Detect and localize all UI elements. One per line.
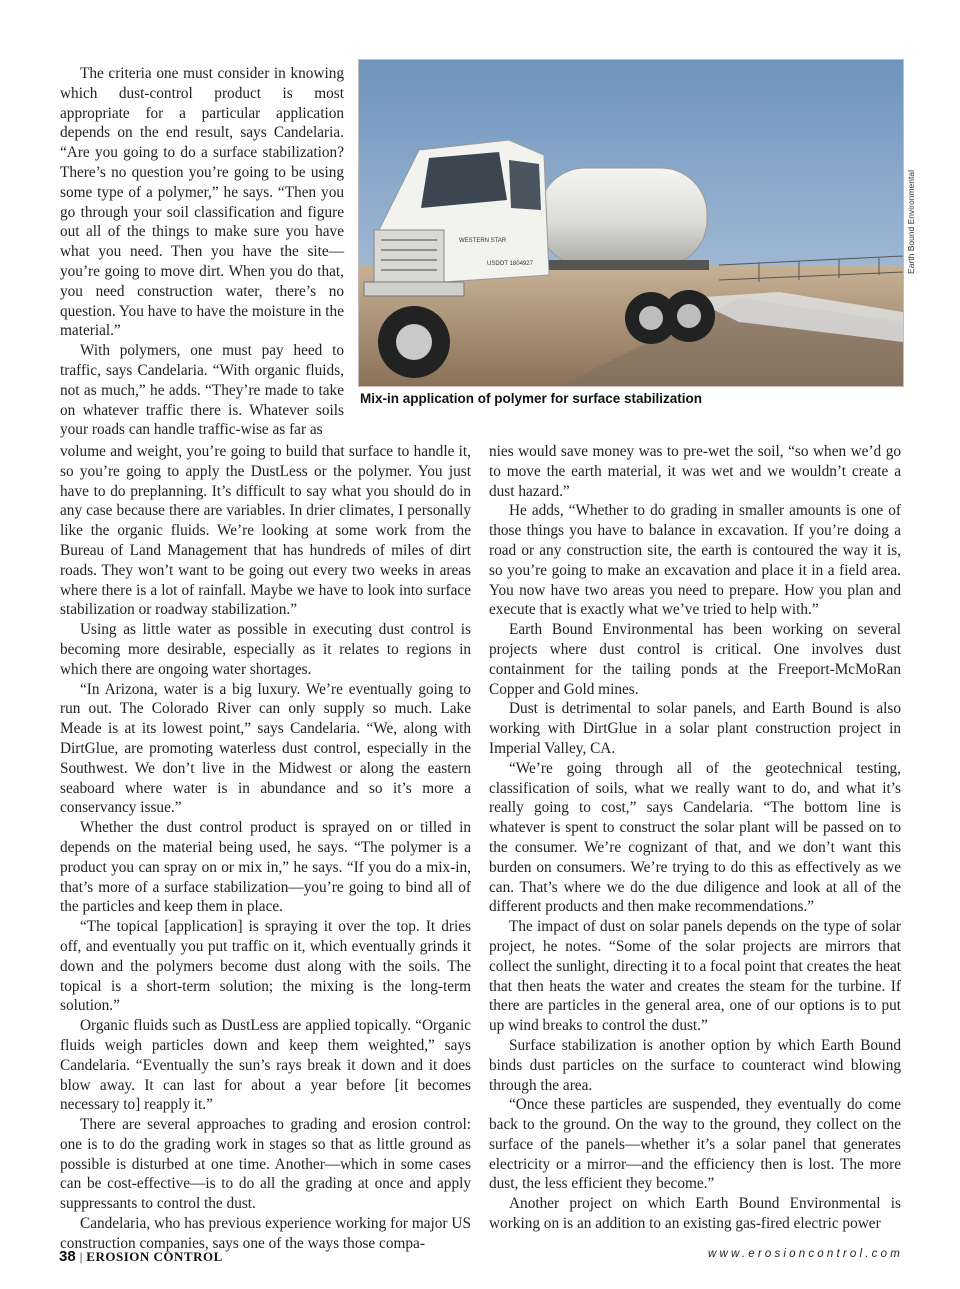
paragraph: Using as little water as possible in executing dust control is becoming more desirable, especially as it relates to regions in which there are ongoing water shortages. — [60, 621, 471, 678]
paragraph: Earth Bound Environmental has been working on several projects where dust control is critical. One involves dust containment for the tailing ponds at the Freeport-McMoRan Copper and Gold mines. — [489, 621, 901, 698]
paragraph: “Once these particles are suspended, they eventually do come back to the ground. On the way to the ground, they collect on the surface of the panels—whether it’s a solar panel that generates electricity or a mirror—and the efficiency then is lost. The more dust, the less efficient they become.” — [489, 1096, 901, 1193]
paragraph: “We’re going through all of the geotechnical testing, classification of soils, what we really want to do, and what it’s really going to cost,” says Candelaria. “The bottom line is whatever is spent to construct the solar plant will be passed on to the consumer. We’re cognizant of that, and we don’t want this burden on consumers. We’re trying to do this as effectively as we can. That’s where we do the due diligence and look at all of the different products and then make recommendations.” — [489, 759, 901, 916]
paragraph: Whether the dust control product is sprayed on or tilled in depends on the material being used, he says. “The polymer is a product you can spray on or mix in,” he says. “If you do a mix-in, that’s more of a surface stabilization—you’re going to bind all of the particles and keep them in place. — [60, 819, 471, 916]
bumper — [364, 282, 464, 296]
paragraph: Candelaria, who has previous experience working for major US construction companies, says one of the ways those compa- — [60, 1215, 471, 1252]
page-footer-left — [59, 1248, 223, 1265]
truck-photo — [358, 59, 904, 387]
paragraph: Another project on which Earth Bound Environmental is working on is an addition to an existing gas-fired electric power — [489, 1195, 901, 1233]
article-column-top — [60, 64, 344, 440]
chassis — [534, 260, 709, 270]
paragraph: The impact of dust on solar panels depends on the type of solar project, he notes. “Some of the solar projects are mirrors that collect the sunlight, directing it to a focal point that creates the heat that then heats the water and creates the steam for the turbine. If there are particles in the general area, one of our options is to put up wind breaks to control the dust.” — [489, 918, 901, 1035]
paragraph: The criteria one must consider in knowing which dust-control product is most appropriate for a particular application depends on the end result, says Candelaria. “Are you going to do a surface stabilization? There’s no question you’re going to be using some type of a polymer,” he says. “Then you go through your soil classification and figure out all of the things to make sure you have what you need. Then you have the site—you’re going to move dirt. When you do that, you need construction water, there’s no question. You have to have the moisture in the material.” — [60, 65, 344, 340]
side-window — [509, 160, 541, 210]
paragraph: He adds, “Whether to do grading in smaller amounts is one of those things you have to balance in excavation. If you’re doing a road or any construction site, the earth is contoured the way it is, so you’re going to make an excavation and place it in a field area. You now have two areas you need to prepare. How you plan and execute that is exactly what we’ve tried to help with.” — [489, 502, 901, 619]
article-column-right — [489, 442, 901, 1234]
water-tank — [539, 168, 707, 266]
paragraph: “The topical [application] is spraying it over the top. It dries off, and eventually you put traffic on it, which eventually grinds it down and the polymers become dust along with the soils. The topical is a short-term solution; the mixing is the long-term solution.” — [60, 918, 471, 1015]
grille — [374, 230, 444, 285]
paragraph: “In Arizona, water is a big luxury. We’re eventually going to run out. The Colorado River can only supply so much. Lake Meade is at its lowest point,” says Candelaria. “We, along with DirtGlue, are promoting waterless dust control, especially in the Southwest. We don’t live in the Midwest or along the eastern seaboard where water is in abundance and so it’s more a conservancy issue.” — [60, 680, 471, 817]
page-number: 38 — [59, 1248, 76, 1265]
paragraph: Dust is detrimental to solar panels, and Earth Bound is also working with DirtGlue in a solar plant construction project in Imperial Valley, CA. — [489, 700, 901, 757]
publication-name: EROSION CONTROL — [86, 1249, 223, 1264]
grille-badge: WESTERN STAR — [459, 238, 507, 244]
paragraph: nies would save money was to pre-wet the soil, “so when we’d go to move the earth material, it was wet and we wouldn’t create a dust hazard.” — [489, 443, 901, 500]
paragraph: Surface stabilization is another option by which Earth Bound binds dust particles on the surface to counteract wind blowing through the area. — [489, 1036, 901, 1094]
article-column-left — [60, 442, 471, 1254]
website-url[interactable]: www.erosioncontrol.com — [707, 1248, 903, 1260]
paragraph: With polymers, one must pay heed to traffic, says Candelaria. “With organic fluids, not as much,” he adds. “They’re made to take on whatever traffic there is. Whatever soils your roads can handle traffic-wise as far as — [60, 342, 344, 439]
paragraph: volume and weight, you’re going to build that surface to handle it, so you’re going to apply the DustLess or the polymer. You just have to do preplanning. It’s difficult to say what you should do in any case because there are variables. In drier climates, I personally like the organic fluids. We’re looking at some work from the Bureau of Land Management that has hundreds of miles of dirt roads. They won’t want to be going out every two weeks in areas where there is a lot of rainfall. Maybe we have to look into surface stabilization or roadway stabilization.” — [60, 443, 471, 619]
photo-caption: Mix-in application of polymer for surface stabilization — [360, 391, 703, 406]
footer-separator: | — [79, 1249, 83, 1264]
windshield — [421, 152, 507, 208]
paragraph: Organic fluids such as DustLess are applied topically. “Organic fluids weigh particles down and keep them weighted,” says Candelaria. “Eventually the sun’s rays break it down and it does blow away. It can last for about a year before [it becomes necessary to] reapply it.” — [60, 1017, 471, 1114]
door-lettering: USDOT 1804927 — [487, 261, 533, 267]
photo-credit: Earth Bound Environmental — [906, 170, 916, 274]
paragraph: There are several approaches to grading and erosion control: one is to do the grading work in stages so that as little ground as possible is disturbed at one time. Another—which in some cases can be cost-effective—is to do all the grading at once and apply suppressants to control the dust. — [60, 1116, 471, 1213]
